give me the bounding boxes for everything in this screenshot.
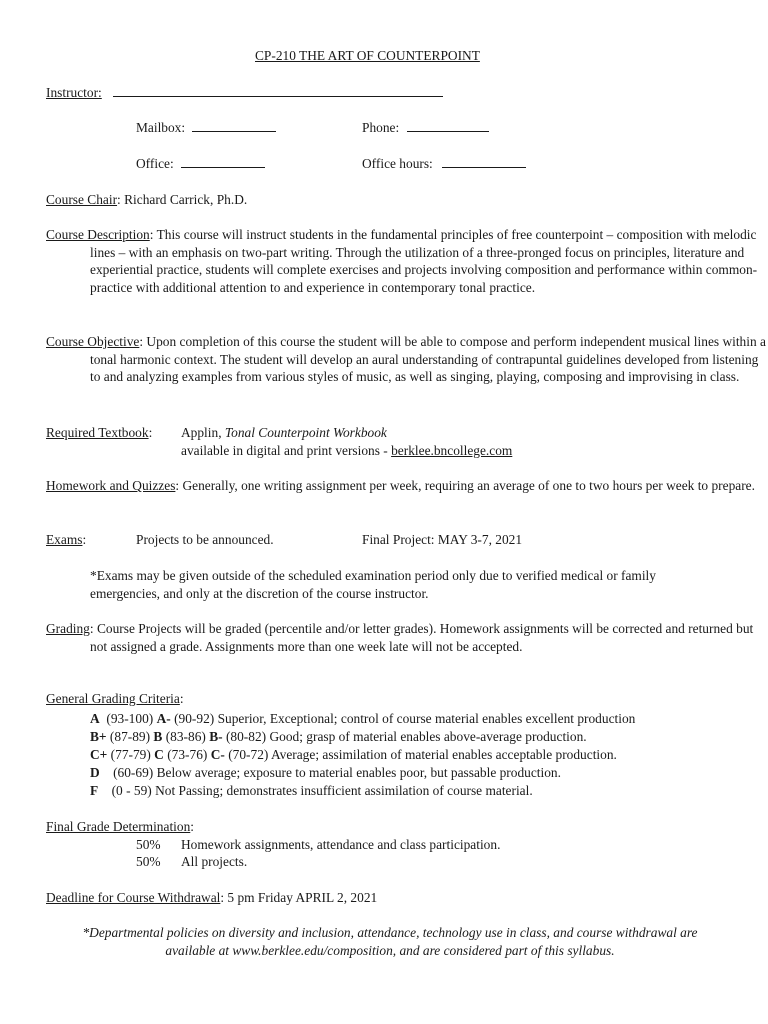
textbook-link[interactable]: berklee.bncollege.com <box>391 443 513 458</box>
grading-text: : Course Projects will be graded (percentile and/or letter grades). Homework assignments will be corrected and returned but not assigned a grade. Assignments more than one week late will not be accepted. <box>89 621 754 654</box>
grade-letter: F <box>90 783 99 798</box>
deadline-row <box>46 889 377 907</box>
grading-label: Grading <box>46 621 90 636</box>
office-hours-row <box>362 155 526 173</box>
grade-description: Below average; exposure to material enables poor, but passable production. <box>156 765 561 780</box>
final-grade-desc: Homework assignments, attendance and class participation. <box>181 837 501 852</box>
course-chair-value: : Richard Carrick, Ph.D. <box>117 192 248 207</box>
textbook-title-row <box>181 424 387 442</box>
exams-projects: Projects to be announced. <box>136 532 274 547</box>
grade-range: (60-69) <box>99 765 157 780</box>
grade-range: (73-76) <box>163 747 211 762</box>
office-hours-label: Office hours: <box>362 156 433 171</box>
grade-letter: D <box>90 765 100 780</box>
course-chair-row <box>46 191 247 209</box>
textbook-availability-row <box>181 442 512 460</box>
phone-blank <box>407 119 489 132</box>
textbook-label: Required Textbook <box>46 425 149 440</box>
exams-note: *Exams may be given outside of the scheduled examination period only due to verified medical or family emergencies, and only at the discretion of the course instructor. <box>90 568 656 601</box>
grade-description: Superior, Exceptional; control of course material enables excellent production <box>217 711 636 726</box>
mailbox-label: Mailbox: <box>136 120 186 135</box>
office-blank <box>181 155 265 168</box>
criteria-colon: : <box>179 691 184 706</box>
deadline-label: Deadline for Course Withdrawal <box>46 890 221 905</box>
phone-row <box>362 119 489 137</box>
final-grade-pct: 50% <box>136 854 161 869</box>
textbook-colon: : <box>148 425 153 440</box>
phone-label: Phone: <box>362 120 400 135</box>
criteria-label: General Grading Criteria <box>46 691 180 706</box>
homework-text: : Generally, one writing assignment per week, requiring an average of one to two hours per week to prepare. <box>175 478 755 493</box>
grade-letter: A <box>90 711 100 726</box>
grade-range: (0 - 59) <box>98 783 156 798</box>
final-grade-colon: : <box>190 819 195 834</box>
grade-letter: B <box>153 729 163 744</box>
mailbox-blank <box>192 119 276 132</box>
course-chair-label: Course Chair <box>46 192 118 207</box>
textbook-row <box>46 424 152 442</box>
final-grade-heading <box>46 818 194 836</box>
grade-letter: B+ <box>90 729 107 744</box>
grade-letter: C+ <box>90 747 108 762</box>
grade-range: (90-92) <box>170 711 218 726</box>
homework-label: Homework and Quizzes <box>46 478 176 493</box>
grade-row <box>90 710 635 728</box>
textbook-title: Tonal Counterpoint Workbook <box>224 425 387 440</box>
grade-letter: A- <box>156 711 171 726</box>
grade-letter: B- <box>209 729 223 744</box>
office-hours-blank <box>442 155 526 168</box>
instructor-row <box>46 84 443 102</box>
exams-row <box>46 531 86 549</box>
course-description <box>46 226 768 296</box>
instructor-blank <box>113 84 443 97</box>
grade-range: (93-100) <box>99 711 157 726</box>
course-objective-label: Course Objective <box>46 334 140 349</box>
exams-final-project: Final Project: MAY 3-7, 2021 <box>362 532 523 547</box>
deadline-value: : 5 pm Friday APRIL 2, 2021 <box>220 890 378 905</box>
course-description-text: : This course will instruct students in the fundamental principles of free counterpoint – composition with melodic lines – with an emphasis on two-part writing. Through the utilization of a three-pronged focus on principles, literature and experiential practice, students will complete exercises and projects involving composition and performance within common-practice with additional attention to and experience in contemporary tonal practice. <box>90 227 758 295</box>
grading-section <box>46 620 768 655</box>
course-title: CP-210 THE ART OF COUNTERPOINT <box>255 48 480 63</box>
grade-range: (83-86) <box>162 729 210 744</box>
textbook-availability: available in digital and print versions - <box>181 443 392 458</box>
grade-row <box>90 764 561 782</box>
final-grade-label: Final Grade Determination <box>46 819 191 834</box>
final-grade-pct: 50% <box>136 837 161 852</box>
course-objective-text: : Upon completion of this course the student will be able to compose and perform independent musical lines within a tonal harmonic context. The student will develop an aural understanding of contrapuntal guidelines developed from listening to and analyzing examples from various styles of music, as well as singing, playing, composing and improvising in class. <box>90 334 766 385</box>
course-objective <box>46 333 768 386</box>
grade-row <box>90 746 617 764</box>
grade-description: Good; grasp of material enables above-average production. <box>269 729 587 744</box>
grade-letter: C- <box>210 747 225 762</box>
grade-range: (87-89) <box>106 729 154 744</box>
course-description-label: Course Description <box>46 227 150 242</box>
grade-description: Average; assimilation of material enables acceptable production. <box>270 747 617 762</box>
instructor-label: Instructor: <box>46 85 102 100</box>
final-grade-desc: All projects. <box>181 854 248 869</box>
office-row <box>136 155 265 173</box>
grade-range: (77-79) <box>107 747 155 762</box>
grade-letter: C <box>154 747 164 762</box>
textbook-author: Applin, <box>181 425 225 440</box>
grade-description: Not Passing; demonstrates insufficient assimilation of course material. <box>155 783 533 798</box>
office-label: Office: <box>136 156 174 171</box>
grade-range: (80-82) <box>222 729 270 744</box>
criteria-heading <box>46 690 184 708</box>
exams-colon: : <box>82 532 87 547</box>
grade-row <box>90 782 533 800</box>
departmental-policies-note: *Departmental policies on diversity and inclusion, attendance, technology use in class, and course withdrawal are available at www.berklee.edu/composition, and are considered part of this syllabus. <box>82 925 698 958</box>
grade-row <box>90 728 587 746</box>
grade-range: (70-72) <box>224 747 271 762</box>
exams-label: Exams <box>46 532 83 547</box>
homework-section <box>46 477 768 495</box>
mailbox-row <box>136 119 276 137</box>
